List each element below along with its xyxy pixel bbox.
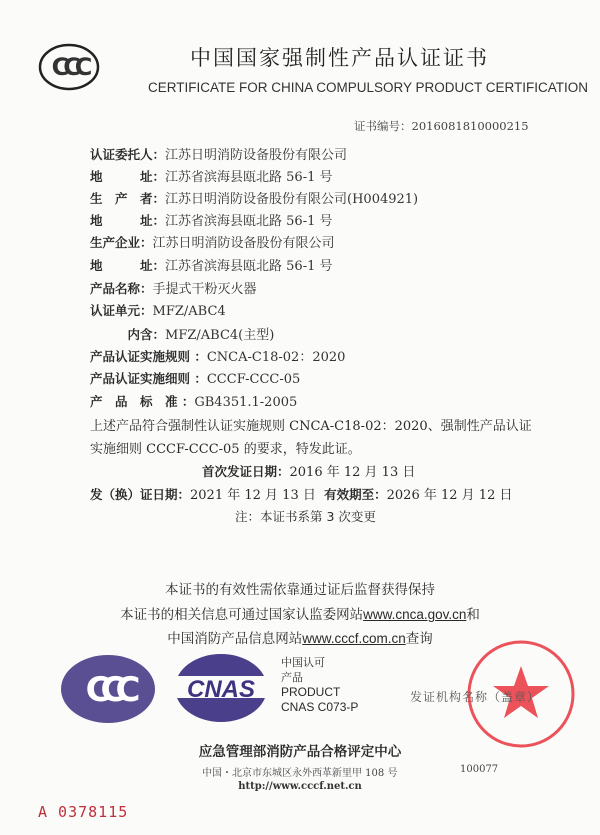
statement-line1: 上述产品符合强制性认证实施规则 CNCA-C18-02：2020、强制性产品认证 — [90, 419, 532, 434]
field-value: CNCA-C18-02：2020 — [206, 350, 346, 365]
field-value: 江苏日明消防设备股份有限公司 — [165, 148, 348, 163]
cnas-line: 产品 — [281, 670, 303, 684]
org-address: 中国・北京市东城区永外西革新里甲 108 号 — [202, 768, 398, 779]
cert-no-label: 证书编号： — [354, 119, 412, 133]
field-label: 认证单元： — [90, 303, 153, 318]
field-value: CCCF-CCC-05 — [206, 372, 301, 387]
field-row — [90, 324, 274, 343]
field-label: 地 址： — [90, 213, 166, 228]
info-post: 和 — [466, 607, 480, 623]
field-row — [90, 188, 418, 207]
field-value: 江苏省滨海县瓯北路 56-1 号 — [165, 259, 333, 274]
field-row — [90, 232, 335, 251]
title-english: CERTIFICATE FOR CHINA COMPULSORY PRODUCT CERTIFICATION — [148, 80, 589, 95]
cccf-link[interactable]: www.cccf.com.cn — [302, 631, 406, 646]
field-label: 产品认证实施细则 ： — [90, 371, 207, 386]
svg-text:CCC: CCC — [51, 53, 87, 81]
field-label: 地 址： — [90, 169, 166, 184]
field-row — [90, 369, 300, 387]
validity-text: 本证书的有效性需依靠通过证后监督获得保持 — [165, 582, 435, 598]
field-label: 内含： — [90, 327, 166, 342]
certificate-number — [354, 118, 529, 134]
first-issue-label: 首次发证日期： — [202, 464, 290, 479]
field-value: GB4351.1-2005 — [194, 395, 298, 410]
field-row — [90, 278, 257, 297]
field-value: 手提式干粉灭火器 — [152, 282, 257, 297]
info-line — [0, 603, 600, 623]
svg-text:CNAS: CNAS — [186, 676, 256, 703]
org-website: http://www.cccf.net.cn — [238, 781, 362, 792]
issue-value: 2021 年 12 月 13 日 — [190, 488, 316, 503]
field-label: 产品名称： — [90, 281, 153, 296]
cnas-line: 中国认可 — [281, 656, 325, 669]
field-value: 江苏省滨海县瓯北路 56-1 号 — [165, 170, 333, 185]
field-value: 江苏省滨海县瓯北路 56-1 号 — [165, 214, 333, 229]
expiry-label: 有效期至： — [324, 487, 387, 502]
field-row — [90, 392, 297, 410]
cert-no-value: 2016081810000215 — [411, 119, 529, 133]
ccc-mark-logo — [60, 654, 156, 724]
issue-expiry-row — [90, 484, 512, 503]
issuing-organization: 应急管理部消防产品合格评定中心 — [198, 744, 402, 760]
cnas-line: PRODUCT — [281, 685, 341, 699]
info-pre: 本证书的相关信息可通过国家认监委网站 — [120, 607, 364, 623]
first-issue-value: 2016 年 12 月 13 日 — [289, 465, 416, 480]
field-value: 江苏日明消防设备股份有限公司(H004921) — [165, 192, 419, 207]
field-value: 江苏日明消防设备股份有限公司 — [152, 236, 335, 251]
field-row — [90, 255, 333, 274]
expiry-value: 2026 年 12 月 12 日 — [386, 488, 513, 503]
svg-text:CCC: CCC — [85, 670, 131, 710]
issue-label: 发（换）证日期： — [90, 487, 191, 502]
query-post: 查询 — [405, 631, 433, 647]
field-row — [90, 166, 333, 185]
field-value: MFZ/ABC4 — [152, 304, 226, 319]
field-label: 产 品 标 准 ： — [90, 394, 195, 409]
statement-line2: 实施细则 CCCF-CCC-05 的要求，特发此证。 — [90, 442, 361, 457]
field-row — [90, 301, 226, 319]
first-issue-date — [202, 461, 415, 480]
field-label: 产品认证实施规则 ： — [90, 349, 207, 364]
cnas-logo — [173, 652, 269, 724]
issuer-label: 发证机构名称（盖章） — [410, 690, 541, 704]
postcode: 100077 — [460, 764, 499, 775]
field-row — [90, 346, 345, 365]
field-label: 生产企业： — [90, 235, 153, 250]
field-row — [90, 210, 333, 229]
title-chinese: 中国国家强制性产品认证证书 — [190, 46, 489, 70]
field-value: MFZ/ABC4(主型) — [165, 328, 275, 343]
ccc-logo — [38, 43, 100, 91]
cnas-accreditation-text — [281, 656, 358, 714]
field-label: 生 产 者： — [90, 191, 166, 206]
serial-number: A 0378115 — [38, 803, 129, 821]
field-label: 地 址： — [90, 258, 166, 273]
change-note: 注：本证书系第 3 次变更 — [235, 509, 376, 524]
query-pre: 中国消防产品信息网站 — [167, 631, 303, 647]
cnas-line: CNAS C073-P — [281, 699, 359, 714]
cnca-link[interactable]: www.cnca.gov.cn — [363, 607, 467, 622]
field-row — [90, 144, 347, 163]
field-label: 认证委托人： — [90, 147, 166, 162]
